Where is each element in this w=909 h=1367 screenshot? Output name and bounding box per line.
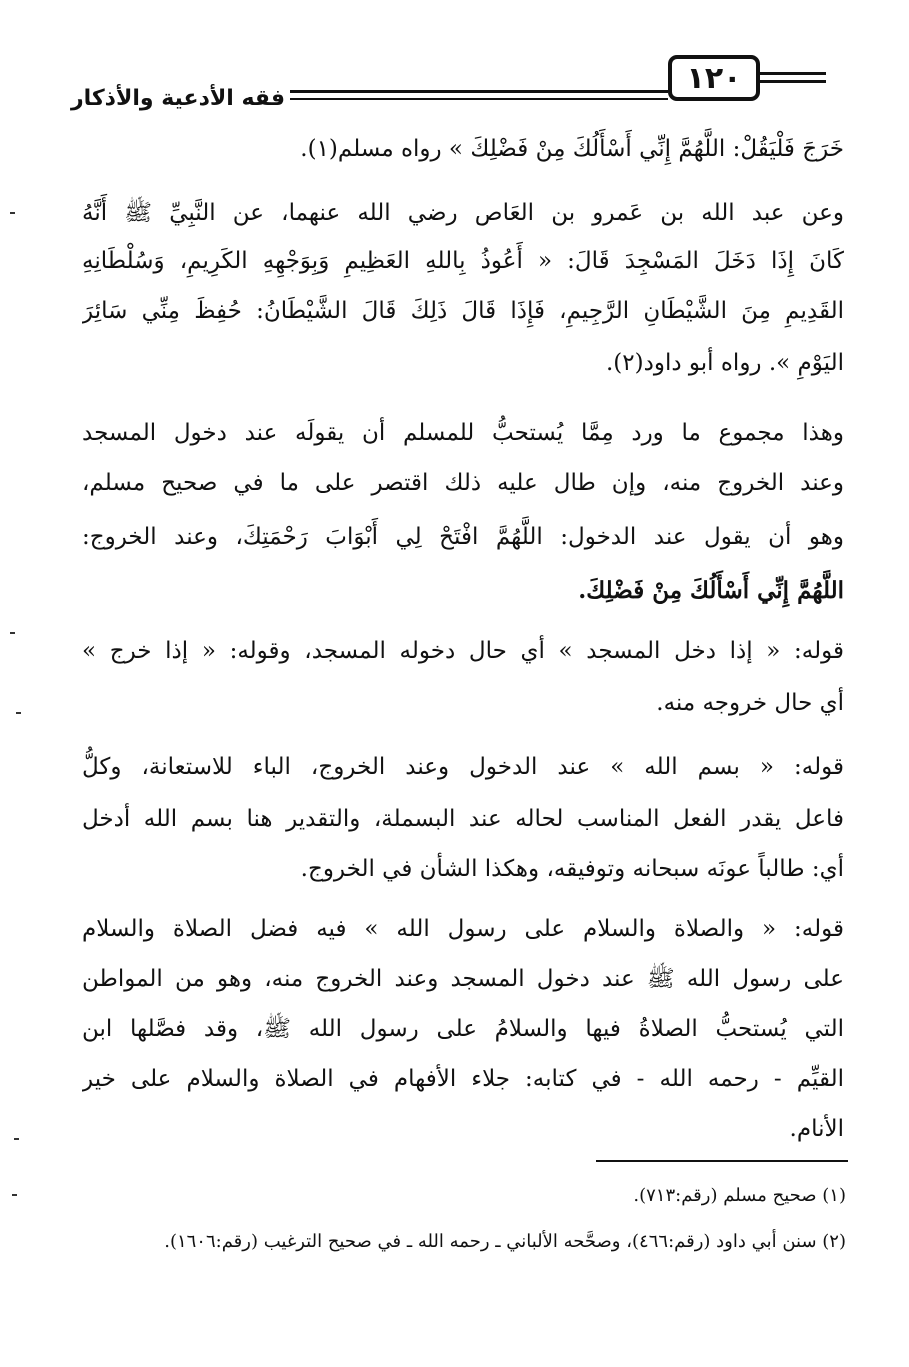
text-line: أي: طالباً عونَه سبحانه وتوفيقه، وهكذا الشأن في الخروج.	[300, 856, 844, 882]
scan-speck	[12, 1194, 17, 1196]
scan-speck	[10, 632, 15, 634]
text-line: اللَّهُمَّ إِنِّي أَسْأَلُكَ مِنْ فَضْلِكَ.	[578, 577, 844, 604]
footnote: (١) صحيح مسلم (رقم:٧١٣).	[633, 1185, 846, 1206]
scan-speck	[10, 212, 15, 214]
text-line: على رسول الله ﷺ عند دخول المسجد وعند الخروج منه، وهو من المواطن	[82, 966, 844, 992]
text-line: القيِّم - رحمه الله - في كتابه: جلاء الأفهام في الصلاة والسلام على خير	[82, 1066, 844, 1092]
scan-speck	[14, 1138, 19, 1140]
header-rule-right-lower	[760, 80, 826, 83]
text-line: فاعل يقدر الفعل المناسب لحاله عند البسملة، والتقدير هنا بسم الله أدخل	[82, 806, 844, 832]
text-line: قوله: « والصلاة والسلام على رسول الله » فيه فضل الصلاة والسلام	[82, 916, 844, 942]
footnote-separator	[596, 1160, 848, 1162]
text-line: قوله: « إذا دخل المسجد » أي حال دخوله المسجد، وقوله: « إذا خرج »	[82, 638, 844, 664]
running-title: فقه الأدعية والأذكار	[70, 86, 286, 111]
page-number: ١٢٠	[668, 55, 760, 101]
header-rule-right	[760, 72, 826, 75]
text-line: أي حال خروجه منه.	[656, 690, 844, 716]
footnote: (٢) سنن أبي داود (رقم:٤٦٦)، وصحَّحه الألباني ـ رحمه الله ـ في صحيح الترغيب (رقم:١٦٠٦).	[164, 1231, 846, 1252]
text-line: الأنام.	[789, 1116, 844, 1142]
text-line: التي يُستحبُّ الصلاةُ فيها والسلامُ على رسول الله ﷺ، وقد فصَّلها ابن	[82, 1016, 844, 1042]
text-line: وعن عبد الله بن عَمرو بن العَاص رضي الله عنهما، عن النَّبِيِّ ﷺ أَنَّهُ	[82, 200, 844, 226]
text-line: اليَوْمِ ». رواه أبو داود(٢).	[605, 350, 844, 376]
header-rule-left	[290, 90, 668, 93]
text-line: خَرَجَ فَلْيَقُلْ: اللَّهُمَّ إِنِّي أَسْأَلُكَ مِنْ فَضْلِكَ » رواه مسلم(١).	[300, 136, 844, 162]
text-line: وهذا مجموع ما ورد مِمَّا يُستحبُّ للمسلم أن يقولَه عند دخول المسجد	[82, 420, 844, 446]
text-line: وعند الخروج منه، وإن طال عليه ذلك اقتصر على ما في صحيح مسلم،	[82, 470, 844, 496]
text-line: كَانَ إِذَا دَخَلَ المَسْجِدَ قَالَ: « أَعُوذُ بِاللهِ العَظِيمِ وَبِوَجْهِهِ الكَرِيمِ، وَسُلْطَانِهِ	[82, 248, 844, 274]
text-line: القَدِيمِ مِنَ الشَّيْطَانِ الرَّجِيمِ، فَإِذَا قَالَ ذَلِكَ قَالَ الشَّيْطَانُ: حُفِظَ مِنِّي سَائِرَ	[82, 298, 844, 324]
text-line: وهو أن يقول عند الدخول: اللَّهُمَّ افْتَحْ لِي أَبْوَابَ رَحْمَتِكَ، وعند الخروج:	[82, 524, 844, 550]
header-rule-left-lower	[290, 98, 668, 100]
scan-speck	[16, 712, 21, 714]
text-line: قوله: « بسم الله » عند الدخول وعند الخروج، الباء للاستعانة، وكلُّ	[82, 754, 844, 780]
